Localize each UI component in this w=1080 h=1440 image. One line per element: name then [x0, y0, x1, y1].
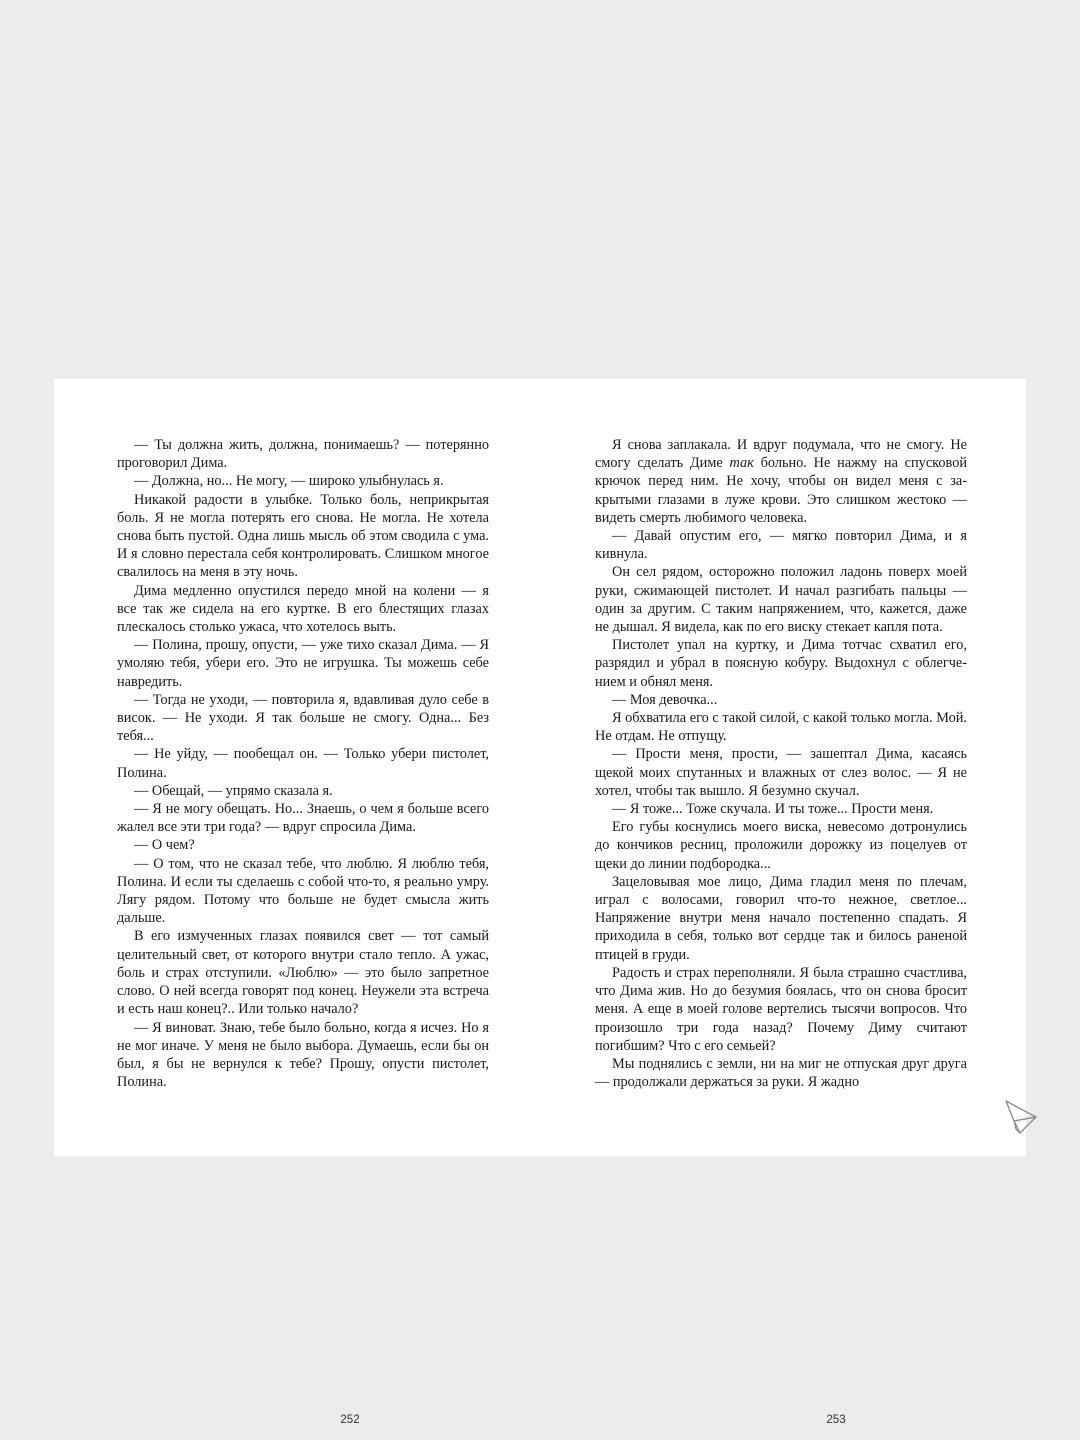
paragraph: — Не уйду, — пообещал он. — Только убери пистолет, Полина.: [117, 746, 489, 781]
paragraph: Зацеловывая мое лицо, Дима гладил меня по плечам, играл с волосами, говорил что-то нежное, светлое... Напряжение внутри меня начало постепенно спадать. Я приходила в себя, только вот сердце так и билось раненой птицей в груди.: [595, 873, 967, 963]
paragraph: — Давай опустим его, — мягко повторил Дима, и я кивнула.: [595, 528, 967, 563]
left-page: [117, 436, 489, 1091]
paragraph: Его губы коснулись моего виска, невесомо дотронулись до кончиков ресниц, проложили дорожку из поцелуев от щеки до линии подбородка...: [595, 819, 967, 872]
paragraph: — Должна, но... Не могу, — широко улыбнулась я.: [134, 473, 444, 490]
paragraph: Радость и страх переполняли. Я была страшно счастлива, что Дима жив. Но до безумия боялась, что он снова бросит меня. А еще в моей голове вертелись тысячи вопросов. Что произошло три года назад? Почему Диму считают погибшим? Что с его семьей?: [595, 964, 967, 1054]
paragraph: Я снова заплакала. И вдруг подумала, что не смогу. Не смогу сделать Диме так больно. Не нажму на спусковой крючок перед ним. Не хочу, чтобы он видел меня с закрытыми глазами в луже крови. Это слишком жестоко — видеть смерть любимого человека.: [595, 437, 967, 526]
paragraph: — О чем?: [134, 837, 195, 854]
paragraph: — Ты должна жить, должна, понимаешь? — потерянно проговорил Дима.: [117, 437, 489, 472]
paragraph: — Я тоже... Тоже скучала. И ты тоже... Прости меня.: [612, 801, 934, 818]
book-spread: [54, 379, 1026, 1426]
paragraph: Никакой радости в улыбке. Только боль, неприкрытая боль. Я не могла потерять его снова. Не могла. Не хотела снова быть пустой. Одна лишь мысль об этом сводила с ума. И я словно перестала себя контролировать. Слишком многое свалилось на меня в эту ночь.: [117, 491, 489, 581]
page-number-right: 253: [826, 1414, 846, 1426]
page-number-left: 252: [340, 1414, 360, 1426]
paragraph: — Прости меня, прости, — зашептал Дима, касаясь щекой моих спутанных и влажных от слез волос. — Я не хотел, чтобы так вышло. Я безумно скучал.: [595, 746, 967, 799]
paragraph: — Я не могу обещать. Но... Знаешь, о чем я больше всего жалел все эти три года? — вдруг спросила Дима.: [117, 801, 489, 836]
paper-plane-icon: [1000, 1095, 1040, 1139]
paragraph: В его измученных глазах появился свет — тот самый целительный свет, от которого внутри стало тепло. А ужас, боль и страх отступили. «Люблю» — это было запретное слово. О ней всегда говорят под конец. Неужели эта встреча и есть наш конец?.. Или только начало?: [117, 928, 489, 1018]
emphasis: так: [729, 455, 754, 472]
paragraph: — Тогда не уходи, — повторила я, вдавливая дуло себе в висок. — Не уходи. Я так больше не смогу. Одна... Без тебя...: [117, 691, 489, 745]
paragraph: Дима медленно опустился передо мной на колени — я все так же сидела на его куртке. В его блестящих глазах плескалось столько ужаса, что хотелось выть.: [117, 582, 489, 636]
paragraph: Он сел рядом, осторожно положил ладонь поверх моей руки, сжимающей пистолет. И начал разгибать пальцы — один за другим. С таким напряжением, что, кажется, даже не дышал. Я видела, как по его виску стекает капля пота.: [595, 564, 967, 636]
paragraph: Я обхватила его с такой силой, с какой только могла. Мой. Не отдам. Не отпущу.: [595, 710, 967, 745]
right-page: [595, 436, 967, 1091]
paragraph: Мы поднялись с земли, ни на миг не отпуская друг друга — продолжали держаться за руки. Я жадно: [595, 1055, 967, 1091]
paragraph: — Обещай, — упрямо сказала я.: [134, 782, 333, 799]
paragraph: — О том, что не сказал тебе, что люблю. Я люблю тебя, Полина. И если ты сделаешь с собой что-то, я реально умру. Лягу рядом. Потому что больше не будет смысла жить дальше.: [117, 855, 489, 927]
paragraph: — Я виноват. Знаю, тебе было больно, когда я исчез. Но я не мог иначе. У меня не было выбора. Думаешь, если бы он был, я бы не вернулся к тебе? Прошу, опусти пистолет, Полина.: [117, 1019, 489, 1091]
paragraph: — Моя девочка...: [612, 691, 718, 708]
paragraph: — Полина, прошу, опусти, — уже тихо сказал Дима. — Я умоляю тебя, убери его. Это не игрушка. Ты можешь себе навредить.: [117, 637, 489, 690]
paragraph: Пистолет упал на куртку, и Дима тотчас схватил его, разрядил и убрал в поясную кобуру. Выдохнул с облегчением и обнял меня.: [595, 637, 967, 690]
